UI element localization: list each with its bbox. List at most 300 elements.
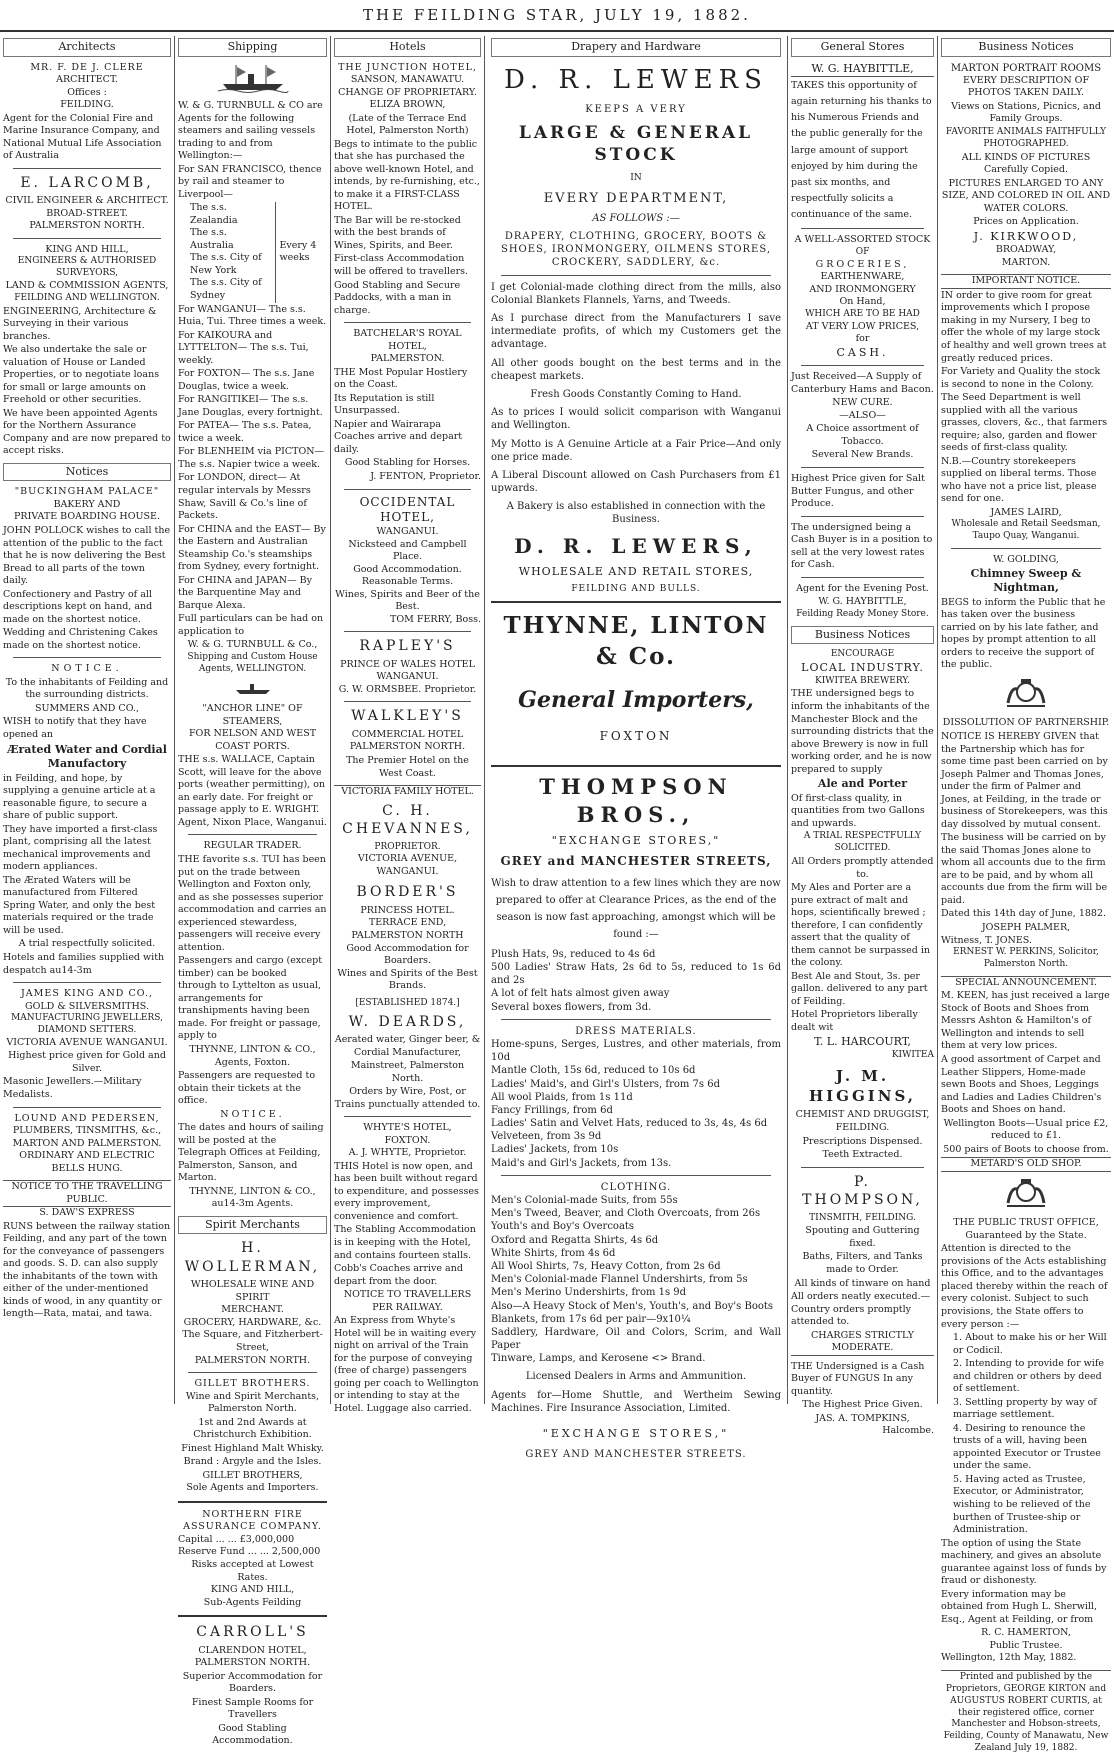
line: COMMERCIAL HOTEL	[351, 728, 464, 740]
ad-wollerman	[178, 1239, 327, 1367]
imprint	[941, 1670, 1111, 1755]
title: CIVIL ENGINEER & ARCHITECT.	[5, 195, 169, 207]
line: Palmerston North.	[208, 1403, 297, 1415]
ad-text: The Bar will be re-stocked with the best brands of Wines, Spirits, and Beer.	[334, 214, 461, 251]
ad-text: Good Stabling and Secure Paddocks, with a man in charge.	[334, 279, 461, 316]
ad-deards	[334, 998, 481, 1112]
ad-text: Highest Price given for Salt Butter Fungus, and other Produce.	[791, 473, 925, 510]
signature: W. & G. TURNBULL & Co.,	[187, 639, 318, 651]
frequency: Every 4 weeks	[279, 239, 317, 264]
headline: VICTORIA FAMILY HOTEL.	[334, 785, 481, 799]
ad-text: Every information may be obtained from Hugh L. Sherwill, Esq., Agent at Feilding, or from	[941, 1588, 1097, 1625]
ad-text: Good Stabling for Horses.	[344, 457, 471, 469]
ad-text: To the inhabitants of Feilding and the surrounding districts.	[5, 676, 169, 701]
ad-text: NOTICE IS HEREBY GIVEN that the Partnership which has for some time past been carried on by Joseph Palmer and Thomas Jones, under the firm of Palmer and Jones, at Feilding, in the trade or business of Storekeepers, was this day dissolved by mutual consent.	[941, 731, 1108, 830]
ad-laird	[941, 274, 1111, 543]
list-item: Men's Tweed, Beaver, and Cloth Overcoats, from 26s	[491, 1208, 761, 1220]
column-hotels	[331, 36, 484, 1414]
list-item: Oxford and Regatta Shirts, 4s 6d	[491, 1234, 659, 1246]
royal-arms-illustration	[941, 1177, 1111, 1214]
notice-heading: NOTICE TO TRAVELLERS PER RAILWAY.	[343, 1289, 472, 1313]
line: WHOLESALE AND RETAIL STORES,	[518, 565, 754, 579]
notice-heading: NOTICE.	[220, 1108, 285, 1120]
headline: MARTON PORTRAIT ROOMS	[950, 62, 1102, 74]
headline: Ærated Water and Cordial Manufactory	[7, 742, 167, 771]
ad-walkley	[334, 707, 481, 780]
ad-whyte	[334, 1122, 481, 1415]
section-header: Hotels	[334, 38, 481, 57]
advertiser-name: JAMES KING AND CO.,	[21, 988, 153, 1000]
line: Reasonable Terms.	[361, 576, 454, 588]
ad-text: Agent for the Evening Post.	[796, 582, 929, 594]
ad-text: A TRIAL RESPECTFULLY SOLICITED.	[803, 831, 922, 854]
signature: Feilding Ready Money Store.	[796, 608, 929, 619]
line: CHARGES STRICTLY MODERATE.	[791, 1330, 934, 1356]
list-item: Men's Colonial-made Flannel Undershirts, from 5s	[491, 1274, 748, 1286]
line: Good Accommodation for Boarders.	[346, 942, 469, 967]
line: AS FOLLOWS :—	[592, 212, 680, 224]
ad-text: We have been appointed Agents for the Northern Assurance Company and are now prepared to accept risks.	[3, 407, 171, 457]
item-list: DRAPERY, CLOTHING, GROCERY, BOOTS & SHOES, IRONMONGERY, OILMENS STORES, CROCKERY, SADDLERY, &c.	[500, 231, 772, 269]
ad-text: Just Received—A Supply of Canterbury Hams and Bacon.	[791, 371, 934, 395]
ad-text: M. KEEN, has just received a large Stock of Boots and Shoes from Messrs Ashton & Hamilton's of Wellington and intends to sell them at very low prices.	[941, 990, 1110, 1052]
headline: DISSOLUTION OF PARTNERSHIP.	[942, 717, 1110, 729]
headline: EVERY DEPARTMENT,	[543, 190, 729, 206]
route: For KAIKOURA and LYTTELTON— The s.s. Tui, weekly.	[178, 329, 309, 366]
line: Teeth Extracted.	[822, 1149, 903, 1161]
ad-text: The business will be carried on by the said Thomas Jones alone to whom all accounts due to the firm are to be paid, and by whom all accounts due from the firm will be paid.	[941, 832, 1108, 906]
advertiser-name: BORDER'S	[356, 884, 459, 901]
advertiser-name: LOUND AND PEDERSEN,	[14, 1112, 160, 1124]
ad-text: All other goods bought on the best terms and in the cheapest markets.	[491, 357, 781, 382]
headline: LOCAL INDUSTRY.	[801, 661, 924, 675]
line: FAVORITE ANIMALS FAITHFULLY PHOTOGRAPHED.	[945, 126, 1107, 149]
advertiser-name: OCCIDENTAL HOTEL,	[359, 494, 456, 525]
imprint-text: Printed and published by the Proprietors, GEORGE KIRTON and AUGUSTUS ROBERT CURTIS, at their registered office, corner Manchester and Hobson-streets, Feilding, County of Manawatu, New Zealand July 19, 1882.	[943, 1671, 1109, 1754]
line: IN	[630, 172, 642, 183]
ad-text: Licensed Dealers in Arms and Ammunition.	[525, 1371, 747, 1383]
signature: THYNNE, LINTON & CO., au14-3m Agents.	[189, 1185, 316, 1210]
ad-text: RUNS between the railway station Feilding, and any part of the town for the conveyance of passengers and goods. S. D. can also supply the inhabitants of the town with either of the under-mentioned kinds of wood, in any quantity or length—Rata, matai, and tawa.	[3, 1220, 171, 1320]
line: Finest Highland Malt Whisky.	[181, 1442, 324, 1454]
ad-text: Passengers are requested to obtain their tickets at the office.	[178, 1070, 316, 1107]
signature: W. G. HAYBITTLE,	[818, 596, 907, 608]
list-heading: DRESS MATERIALS.	[575, 1025, 697, 1037]
route: For BLENHEIM via PICTON— The s.s. Napier twice a week.	[178, 446, 325, 470]
clothing-list	[491, 1194, 781, 1365]
steamship-illustration	[178, 62, 327, 97]
ad-text: The Ærated Waters will be manufactured from Filtered Spring Water, and only the best materials required or the trade will be used.	[3, 874, 156, 936]
ad-lewers	[491, 63, 781, 596]
ad-text: A trial respectfully solicited.	[18, 938, 156, 950]
ad-text: TAKES this opportunity of again returning his thanks to his Numerous Friends and the public generally for the large amount of support enjoyed by him during the past six months, and respectfully solicits a continuance of the same.	[791, 80, 932, 221]
signature: Sub-Agents Feilding	[203, 1596, 302, 1608]
ad-text: Cobb's Coaches arrive and depart from the door.	[334, 1263, 463, 1287]
ad-text: My Ales and Porter are a pure extract of malt and hops, scientifically brewed ; therefore, I can confidently assert that the quality of them cannot be surpassed in the colony.	[791, 882, 930, 969]
signature: MARTON.	[1001, 256, 1051, 268]
signature: THYNNE, LINTON & CO., Agents, Foxton.	[189, 1043, 316, 1068]
advertiser-name: GILLET BROTHERS.	[194, 1378, 311, 1390]
ship-name: The s.s. Australia	[190, 227, 234, 251]
list-item: Also—A Heavy Stock of Men's, Youth's, and Boy's Boots	[491, 1300, 774, 1312]
line: Aerated water, Ginger beer, & Cordial Manufacturer,	[334, 1034, 481, 1058]
line: PALMERSTON NORTH.	[194, 1354, 311, 1366]
subtitle: ENGINEERS & AUTHORISED SURVEYORS,	[17, 256, 157, 279]
ad-text: As I purchase direct from the Manufacturers I save intermediate profits, of which my Customers get the advantage.	[491, 313, 781, 351]
line: CHANGE OF PROPRIETARY.	[338, 86, 477, 98]
advertiser-name: W. G. HAYBITTLE,	[791, 62, 934, 78]
signature: GILLET BROTHERS,	[202, 1469, 303, 1481]
line: On Hand,	[839, 296, 886, 308]
advertiser-name: S. DAW'S EXPRESS	[39, 1207, 135, 1219]
line: PROPRIETOR.	[374, 841, 441, 852]
signature: BROADWAY,	[995, 244, 1057, 256]
route: For CHINA and JAPAN— By the Barquentine May and Barque Alexa.	[178, 574, 312, 611]
ad-text: JOHN POLLOCK wishes to call the attention of the public to the fact that he is now delivering the Best Bread to all parts of the town daily.	[3, 525, 171, 587]
list-item: Ladies' Maid's, and Girl's Ulsters, from 7s 6d	[491, 1078, 720, 1090]
ad-text: 500 pairs of Boots to choose from.	[943, 1143, 1109, 1155]
signature: KING AND HILL,	[210, 1584, 295, 1596]
signature: JAS. A. TOMPKINS,	[815, 1412, 910, 1424]
ad-text: Full particulars can be had on application to	[178, 613, 324, 637]
headline: General Importers,	[518, 687, 754, 714]
line: for	[855, 333, 870, 345]
section-header: Business Notices	[791, 626, 934, 645]
list-item: All wool Plaids, from 1s 11d	[491, 1091, 633, 1103]
headline: "ANCHOR LINE" OF STEAMERS,	[202, 703, 303, 727]
ad-victoria-family	[334, 785, 481, 878]
ad-text: As to prices I would solicit comparison with Wanganui and Wellington.	[491, 407, 781, 432]
line: Superior Accommodation for Boarders.	[182, 1670, 323, 1695]
ship-name: The s.s. City of New York	[190, 252, 262, 276]
advertiser-name: BATCHELAR'S ROYAL HOTEL,	[353, 328, 462, 352]
line: WHOLESALE WINE AND SPIRIT	[190, 1279, 315, 1303]
line: TINSMITH, FEILDING.	[809, 1212, 916, 1223]
advertiser-name: THOMPSON BROS.,	[539, 774, 733, 827]
ad-text: Several New Brands.	[811, 449, 914, 461]
subtitle: PRIVATE BOARDING HOUSE.	[14, 511, 160, 523]
route: For PATEA— The s.s. Patea, twice a week.	[178, 420, 312, 444]
signature: Shipping and Custom House Agents, WELLINGTON.	[187, 651, 318, 674]
line: Wine and Spirit Merchants,	[185, 1390, 320, 1402]
advertiser-name: THE JUNCTION HOTEL,	[338, 61, 477, 73]
signature: ERNEST W. PERKINS, Solicitor, Palmerston North.	[953, 947, 1099, 969]
subtitle: MANUFACTURING JEWELLERS, DIAMOND SETTERS.	[11, 1013, 163, 1035]
ad-text: Best Ale and Stout, 3s. per gallon. delivered to any part of Feilding.	[791, 970, 928, 1007]
ad-text: Its Reputation is still Unsurpassed.	[334, 392, 435, 417]
advertiser-name: CARROLL'S	[196, 1624, 309, 1641]
section-header: Drapery and Hardware	[491, 38, 781, 57]
signature: TOM FERRY, Boss.	[390, 613, 481, 625]
line: Baths, Filters, and Tanks made to Order.	[802, 1251, 923, 1275]
route: For CHINA and the EAST— By the Eastern and Australian Steamship Co.'s steamships from Sydney, every fortnight.	[178, 523, 326, 573]
line: GROCERIES,	[815, 258, 910, 270]
ad-dissolution	[941, 717, 1111, 970]
ad-keen	[941, 976, 1111, 1172]
list-item: Mantle Cloth, 15s 6d, reduced to 10s 6d	[491, 1065, 696, 1077]
line: Brand : Argyle and the Isles.	[183, 1456, 322, 1468]
line: All kinds of tinware on hand	[794, 1277, 931, 1289]
ad-text: THE s.s. WALLACE, Captain Scott, will leave for the above ports (weather permitting), on an early date. For freight or passage apply to E. WRIGHT. Agent, Nixon Place, Wanganui.	[178, 754, 327, 828]
list-item: Men's Colonial-made Suits, from 55s	[491, 1195, 678, 1206]
line: FEILDING AND BULLS.	[571, 583, 701, 594]
ad-text: THE Most Popular Hostlery on the Coast.	[334, 366, 468, 391]
list-item: Home-spuns, Serges, Lustres, and other materials, from 10d	[491, 1038, 781, 1064]
section-header: General Stores	[791, 38, 934, 57]
advertiser-name: P. THOMPSON,	[802, 1173, 923, 1209]
list-item: Men's Merino Undershirts, from 1s 9d	[491, 1287, 687, 1299]
headline: IMPORTANT NOTICE.	[941, 274, 1111, 289]
column-drapery	[485, 36, 787, 1460]
line: PRINCE OF WALES HOTEL	[340, 658, 475, 670]
line: ALL KINDS OF PICTURES Carefully Copied.	[961, 151, 1091, 176]
place: SANSON, MANAWATU.	[350, 74, 465, 86]
advertiser-name: D. R. LEWERS	[504, 64, 768, 95]
line: KEEPS A VERY	[585, 103, 687, 115]
list-item: 2. Intending to provide for wife and children or others by deed of settlement.	[953, 1358, 1104, 1395]
headline: NORTHERN FIRE ASSURANCE COMPANY.	[183, 1508, 322, 1533]
ad-border	[334, 883, 481, 992]
list-item: A lot of felt hats almost given away	[491, 988, 670, 1000]
line: WANGANUI.	[376, 671, 439, 683]
line: VICTORIA AVENUE, WANGANUI.	[357, 853, 458, 877]
ad-turnbull	[178, 100, 327, 676]
subtitle: GOLD & SILVERSMITHS.	[25, 1000, 149, 1012]
list-item: Plush Hats, 9s, reduced to 4s 6d	[491, 948, 656, 960]
ad-text: Confectionery and Pastry of all descriptions kept on hand, and made on the shortest notice.	[3, 588, 153, 625]
advertiser-name: RAPLEY'S	[359, 638, 456, 655]
ad-daw-express	[3, 1180, 171, 1321]
line: A WELL-ASSORTED STOCK	[794, 234, 931, 246]
line: EARTHENWARE,	[820, 271, 905, 283]
line: Prices on Application.	[973, 216, 1079, 228]
line: WHICH ARE TO BE HAD	[805, 308, 920, 319]
line: The Premier Hotel on the West Coast.	[346, 755, 469, 779]
line: Mainstreet, Palmerston North.	[350, 1060, 465, 1084]
line: Good Accommodation.	[353, 563, 462, 575]
line: "EXCHANGE STORES,"	[551, 834, 721, 848]
place: FEILDING.	[60, 99, 114, 111]
ad-text: All Orders promptly attended to.	[791, 856, 934, 880]
place: FEILDING AND WELLINGTON.	[14, 292, 160, 303]
ad-text: BEGS to inform the Public that he has taken over the business carried on by his late father, and hopes by prompt attention to all orders to receive the support of the public.	[941, 596, 1106, 671]
subtitle: LAND & COMMISSION AGENTS,	[5, 280, 169, 292]
line: PALMERSTON NORTH.	[194, 1657, 311, 1669]
line: A. J. WHYTE, Proprietor.	[348, 1147, 467, 1159]
subtitle: FOR NELSON AND WEST COAST PORTS.	[188, 728, 317, 752]
advertiser-name: KING AND HILL,	[45, 243, 129, 255]
line: CHEMIST AND DRUGGIST,	[795, 1109, 930, 1121]
ad-text: They have imported a first-class plant, comprising all the latest mechanical improvements and modern appliances.	[3, 823, 158, 873]
date: Wellington, 12th May, 1882.	[941, 1652, 1077, 1664]
ad-summers	[3, 663, 171, 977]
label: Offices :	[67, 86, 107, 98]
line: —ALSO—	[839, 409, 886, 421]
line: Nicksteed and Campbell Place.	[348, 538, 467, 563]
ad-text: Wellington Boots—Usual price £2, reduced to £1.	[943, 1117, 1109, 1142]
line: Wines and Spirits of the Best Brands.	[337, 967, 478, 992]
ad-text: Agent for the Colonial Fire and Marine Insurance Company, and National Mutual Life Association of Australia	[3, 112, 162, 162]
signature: KIWITEA	[891, 1049, 934, 1060]
ad-public-trust	[941, 1217, 1111, 1665]
place: FOXTON.	[384, 1134, 431, 1146]
ad-text: Highest price given for Gold and Silver.	[8, 1050, 166, 1074]
column-shipping	[175, 36, 330, 1747]
list-item: Velveteen, from 3s 9d	[491, 1131, 602, 1143]
ad-thynne-linton	[491, 611, 781, 745]
ad-text: A Bakery is also established in connection with the Business.	[506, 501, 766, 526]
list-item: All Wool Shirts, 7s, Heavy Cotton, from 2s 6d	[491, 1260, 721, 1272]
line: GROCERY, HARDWARE, &c.	[183, 1316, 322, 1328]
list-item: 4. Desiring to renounce the trusts of a will, having been appointed Executor or Trustee under the same.	[953, 1422, 1101, 1472]
headline: SPECIAL ANNOUNCEMENT.	[941, 976, 1111, 990]
ad-text: First-class Accommodation will be offered to travellers.	[334, 253, 469, 278]
line: AT VERY LOW PRICES,	[805, 320, 920, 332]
route: For LONDON, direct— At regular intervals by Messrs Shaw, Savill & Co.'s line of Packets.	[178, 472, 311, 522]
list-item: Fancy Frillings, from 6d	[491, 1104, 613, 1116]
line: CLARENDON HOTEL,	[198, 1644, 307, 1656]
ad-kirkwood	[941, 62, 1111, 270]
ad-golding	[941, 554, 1111, 672]
ad-clarendon	[178, 1623, 327, 1748]
line: Wines, Spirits and Beer of the Best.	[335, 588, 480, 613]
advertiser-name: J. M. HIGGINS,	[808, 1066, 917, 1105]
ship-name: The s.s. City of Sydney	[190, 277, 262, 302]
ad-text: Attention is directed to the provisions of the Acts establishing this Office, and to the advantages placed thereby within the reach of every colonist. Subject to such provisions, the State offers to every person :—	[941, 1243, 1108, 1330]
ad-text: W. & G. TURNBULL & CO are Agents for the following steamers and sailing vessels trading to and from Wellington:—	[178, 100, 323, 162]
ad-p-thompson	[791, 1173, 934, 1356]
ad-gillet	[178, 1378, 327, 1495]
address: VICTORIA AVENUE WANGANUI.	[6, 1036, 168, 1048]
ad-text: THE undersigned begs to inform the inhabitants of the Manchester Block and the surrounding districts that the above Brewery is now in full working order, and he is now prepared to supply	[791, 688, 934, 775]
headline: Chimney Sweep & Nightman,	[970, 566, 1082, 595]
ad-text: Dated this 14th day of June, 1882.	[941, 908, 1107, 920]
section-header: Architects	[3, 38, 171, 57]
line: PALMERSTON NORTH.	[349, 741, 466, 753]
ad-text: Of first-class quality, in quantities from two Gallons and upwards.	[791, 792, 925, 829]
line: ELIZA BROWN,	[369, 99, 446, 111]
list-item: 1. About to make his or her Will or Codicil.	[953, 1332, 1107, 1356]
ad-text: The Stabling Accommodation is in keeping with the Hotel, and contains fourteen stalls.	[334, 1224, 476, 1261]
list-item: 3. Settling property by way of marriage settlement.	[953, 1396, 1097, 1421]
list-heading: CLOTHING.	[600, 1181, 672, 1193]
line: GREY AND MANCHESTER STREETS.	[525, 1448, 747, 1460]
advertiser-name: W. GOLDING,	[993, 554, 1059, 566]
ad-text: Wedding and Christening Cakes made on the shortest notice.	[3, 627, 158, 651]
line: MERCHANT.	[221, 1304, 284, 1316]
line: Orders by Wire, Post, or Trains punctually attended to.	[334, 1086, 481, 1110]
signature: R. C. HAMERTON,	[981, 1627, 1071, 1639]
subtitle: PLUMBERS, TINSMITHS, &c.,	[12, 1125, 162, 1137]
signature: JOSEPH PALMER,	[981, 921, 1071, 933]
ad-text: IN order to give room for great improvements which I propose making in my Nursery, I beg to offer the whole of my large stock of healthy and well grown trees at greatly reduced prices.	[941, 289, 1107, 364]
ad-text: The option of using the State machinery, and gives an absolute guarantee against loss of funds by fraud or dishonesty.	[941, 1537, 1107, 1587]
ad-buckingham-palace	[3, 486, 171, 652]
ad-text: Napier and Wairarapa Coaches arrive and depart daily.	[334, 418, 463, 455]
ad-rapley	[334, 637, 481, 696]
signature: J. FENTON, Proprietor.	[370, 470, 481, 482]
ad-text: A Liberal Discount allowed on Cash Purchasers from £1 upwards.	[491, 469, 781, 495]
column-general-stores	[788, 36, 937, 1437]
masthead: THE FEILDING STAR, JULY 19, 1882.	[0, 0, 1114, 32]
ship-name: The s.s. Zealandia	[190, 202, 238, 226]
signature: G. W. ORMSBEE. Proprietor.	[338, 683, 477, 695]
line: ENCOURAGE	[830, 649, 895, 660]
ad-text: A good assortment of Carpet and Leather Slippers, Home-made sewn Boots and Shoes, Leggings and Ladies and Ladies Children's Boots and Shoes on hand.	[941, 1053, 1102, 1116]
route: For FOXTON— The s.s. Jane Douglas, twice a week.	[178, 368, 315, 392]
advertiser-name: H. WOLLERMAN,	[184, 1240, 321, 1275]
ad-text: Hotels and families supplied with despatch au14-3m	[3, 951, 165, 976]
ad-thompson-bros	[491, 773, 781, 1461]
ad-text: WISH to notify that they have opened an	[3, 716, 147, 740]
headline: GREY and MANCHESTER STREETS,	[500, 853, 772, 868]
advertiser-name: D. R. LEWERS,	[514, 533, 758, 558]
line: AND IRONMONGERY	[809, 283, 916, 295]
place: PALMERSTON.	[370, 353, 445, 365]
line: PICTURES ENLARGED TO ANY SIZE, AND COLORED IN OIL AND WATER COLORS.	[941, 177, 1111, 214]
royal-arms-illustration	[941, 677, 1111, 714]
list-item: Ladies' Satin and Velvet Hats, reduced to 3s, 4s, 4s 6d	[491, 1118, 768, 1130]
hats-list	[491, 948, 781, 1014]
ad-text: Wish to draw attention to a few lines which they are now prepared to offer at Clearance Prices, as the end of the season is now fast approaching, amongst which will be found :—	[491, 877, 781, 940]
headline: THE PUBLIC TRUST OFFICE,	[953, 1217, 1099, 1229]
signature: Sole Agents and Importers.	[186, 1482, 319, 1494]
ad-text: ENGINEERING, Architecture & Surveying in their various branches.	[3, 305, 157, 342]
subtitle: BAKERY AND	[53, 498, 121, 510]
line: FEILDING.	[835, 1121, 890, 1133]
line: METARD'S OLD SHOP.	[941, 1157, 1111, 1172]
ad-lound-pedersen	[3, 1113, 171, 1176]
list-item: White Shirts, from 4s 6d	[491, 1247, 616, 1259]
advertiser-name: W. DEARDS,	[348, 1013, 467, 1030]
line: The Square, and Fitzherbert-Street,	[182, 1329, 323, 1353]
list-item: 500 Ladies' Straw Hats, 2s 6d to 5s, reduced to 1s 6d and 2s	[491, 962, 781, 987]
place: MARTON AND PALMERSTON.	[12, 1137, 162, 1149]
ad-text: (Late of the Terrace End Hotel, Palmerston North)	[346, 112, 469, 137]
signature: JAMES LAIRD,	[990, 506, 1062, 518]
line: "EXCHANGE STORES,"	[542, 1427, 730, 1440]
notice-heading: NOTICE.	[51, 663, 123, 675]
line: Spouting and Guttering fixed.	[805, 1225, 920, 1249]
line: NEW CURE.	[832, 397, 893, 409]
trust-list	[953, 1332, 1111, 1537]
subtitle: ORDINARY AND ELECTRIC	[19, 1150, 155, 1162]
ad-text: I get Colonial-made clothing direct from the mills, also Colonial Blankets Flannels, Yarns, and Tweeds.	[491, 281, 781, 306]
route: For SAN FRANCISCO, thence by rail and steamer to Liverpool—	[178, 163, 322, 200]
ad-anchor-line	[178, 703, 327, 829]
established: [ESTABLISHED 1874.]	[355, 997, 460, 1008]
street: BROAD-STREET.	[46, 207, 128, 219]
advertiser-name: E. LARCOMB,	[20, 174, 154, 191]
column-business-notices	[938, 36, 1114, 1754]
ad-clere	[3, 62, 171, 163]
ad-text: We also undertake the sale or valuation of House or Landed Properties, or to negotiate loans for small or large amounts on Freehold or other securities.	[3, 344, 160, 406]
subtitle: BELLS HUNG.	[51, 1162, 123, 1174]
advertiser-name: WALKLEY'S	[351, 708, 464, 725]
ad-text: The Highest Price Given.	[802, 1399, 923, 1411]
place: FOXTON	[599, 729, 673, 744]
signature: Halcombe.	[882, 1425, 934, 1437]
ad-text: An Express from Whyte's Hotel will be in waiting every night on arrival of the Train for the purpose of conveying (free of charge) passengers going per coach to Wellington or intending to stay at the Hotel. Luggage also carried.	[334, 1315, 479, 1414]
line: OF	[855, 246, 870, 257]
signature: T. L. HARCOURT,	[814, 1035, 911, 1049]
advertiser-name: WHYTE'S HOTEL,	[363, 1122, 452, 1134]
line: Guaranteed by the State.	[965, 1229, 1087, 1241]
small-ship-illustration	[178, 681, 327, 700]
ad-text: For Variety and Quality the stock is second to none in the Colony.	[941, 366, 1101, 390]
section-header: Spirit Merchants	[178, 1216, 327, 1235]
signature: Witness, T. JONES.	[941, 934, 1032, 946]
